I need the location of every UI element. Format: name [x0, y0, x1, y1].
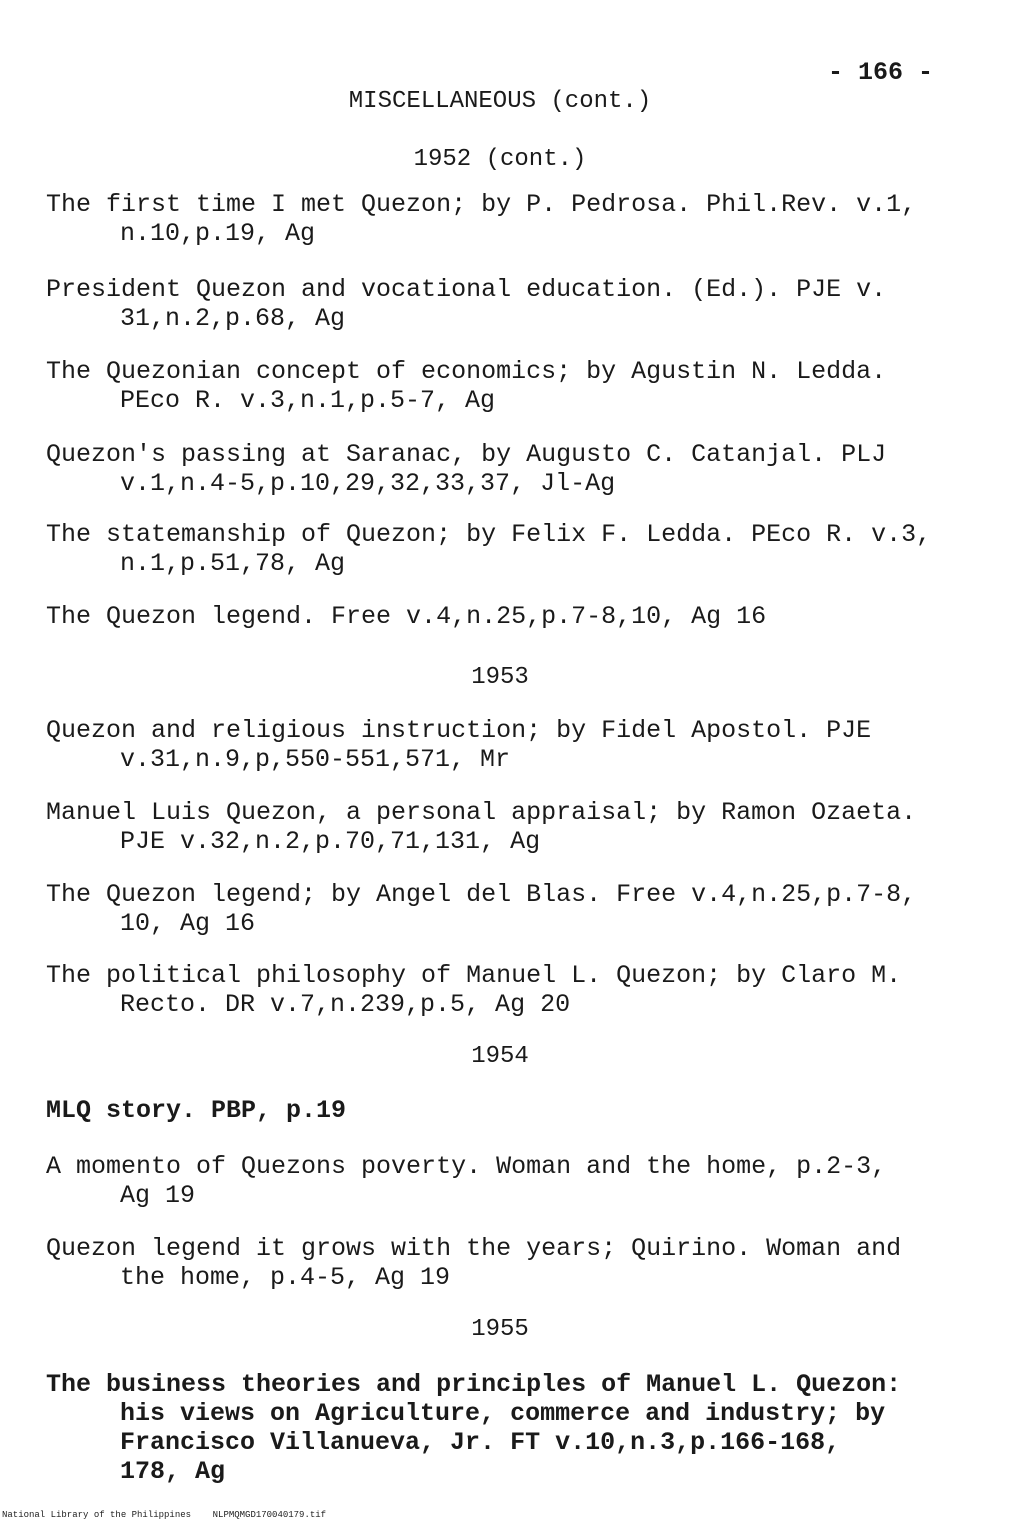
entry-title-line: The Quezonian concept of economics; by Agustin N. Ledda. — [46, 357, 887, 386]
bibliography-entry — [46, 1152, 976, 1210]
bibliography-entry — [46, 798, 976, 856]
entry-continuation: his views on Agriculture, commerce and industry; by — [120, 1399, 886, 1428]
entry-title-line: The Quezon legend; by Angel del Blas. Free v.4,n.25,p.7-8, — [46, 880, 917, 909]
bibliography-entry — [46, 357, 976, 415]
section-title: MISCELLANEOUS (cont.) — [348, 88, 652, 115]
bibliography-entry — [46, 602, 976, 631]
year-heading-1952: 1952 (cont.) — [413, 146, 587, 173]
entry-continuation: Ag 19 — [120, 1181, 196, 1210]
entry-continuation: the home, p.4-5, Ag 19 — [120, 1263, 451, 1292]
scan-footer — [2, 1510, 326, 1520]
entry-title-line: The business theories and principles of Manuel L. Quezon: — [46, 1370, 902, 1399]
year-heading-1954: 1954 — [471, 1043, 529, 1070]
entry-title-line: MLQ story. PBP, p.19 — [46, 1096, 347, 1125]
entry-continuation: 10, Ag 16 — [120, 909, 256, 938]
bibliography-entry — [46, 1370, 976, 1486]
bibliography-entry — [46, 440, 976, 498]
entry-title-line: The Quezon legend. Free v.4,n.25,p.7-8,10, Ag 16 — [46, 602, 767, 631]
footer-file-id: NLPMQMGD170040179.tif — [212, 1510, 327, 1520]
bibliography-entry — [46, 1234, 976, 1292]
entry-continuation: Francisco Villanueva, Jr. FT v.10,n.3,p.166-168, — [120, 1428, 841, 1457]
bibliography-entry — [46, 880, 976, 938]
year-heading-1953: 1953 — [471, 664, 529, 691]
year-heading-1955: 1955 — [471, 1316, 529, 1343]
entry-continuation: Recto. DR v.7,n.239,p.5, Ag 20 — [120, 990, 571, 1019]
entry-title-line: A momento of Quezons poverty. Woman and the home, p.2-3, — [46, 1152, 887, 1181]
bibliography-entry — [46, 961, 976, 1019]
entry-continuation: PEco R. v.3,n.1,p.5-7, Ag — [120, 386, 496, 415]
entry-continuation: n.10,p.19, Ag — [120, 219, 316, 248]
entry-title-line: Manuel Luis Quezon, a personal appraisal; by Ramon Ozaeta. — [46, 798, 917, 827]
footer-library: National Library of the Philippines — [2, 1510, 192, 1520]
entry-title-line: President Quezon and vocational education. (Ed.). PJE v. — [46, 275, 887, 304]
entry-title-line: The first time I met Quezon; by P. Pedrosa. Phil.Rev. v.1, — [46, 190, 917, 219]
entry-title-line: The statemanship of Quezon; by Felix F. Ledda. PEco R. v.3, — [46, 520, 932, 549]
entry-continuation: 31,n.2,p.68, Ag — [120, 304, 346, 333]
entry-title-line: Quezon legend it grows with the years; Quirino. Woman and — [46, 1234, 902, 1263]
bibliography-entry — [46, 520, 976, 578]
bibliography-entry — [46, 190, 976, 248]
bibliography-entry — [46, 275, 976, 333]
bibliography-entry — [46, 716, 976, 774]
entry-continuation: v.1,n.4-5,p.10,29,32,33,37, Jl-Ag — [120, 469, 616, 498]
entry-continuation: n.1,p.51,78, Ag — [120, 549, 346, 578]
bibliography-entry — [46, 1096, 976, 1125]
entry-title-line: Quezon and religious instruction; by Fidel Apostol. PJE — [46, 716, 872, 745]
entry-continuation: 178, Ag — [120, 1457, 226, 1486]
entry-continuation: v.31,n.9,p,550-551,571, Mr — [120, 745, 511, 774]
page-number: - 166 - — [828, 58, 934, 87]
entry-continuation: PJE v.32,n.2,p.70,71,131, Ag — [120, 827, 541, 856]
entry-title-line: Quezon's passing at Saranac, by Augusto C. Catanjal. PLJ — [46, 440, 887, 469]
entry-title-line: The political philosophy of Manuel L. Quezon; by Claro M. — [46, 961, 902, 990]
